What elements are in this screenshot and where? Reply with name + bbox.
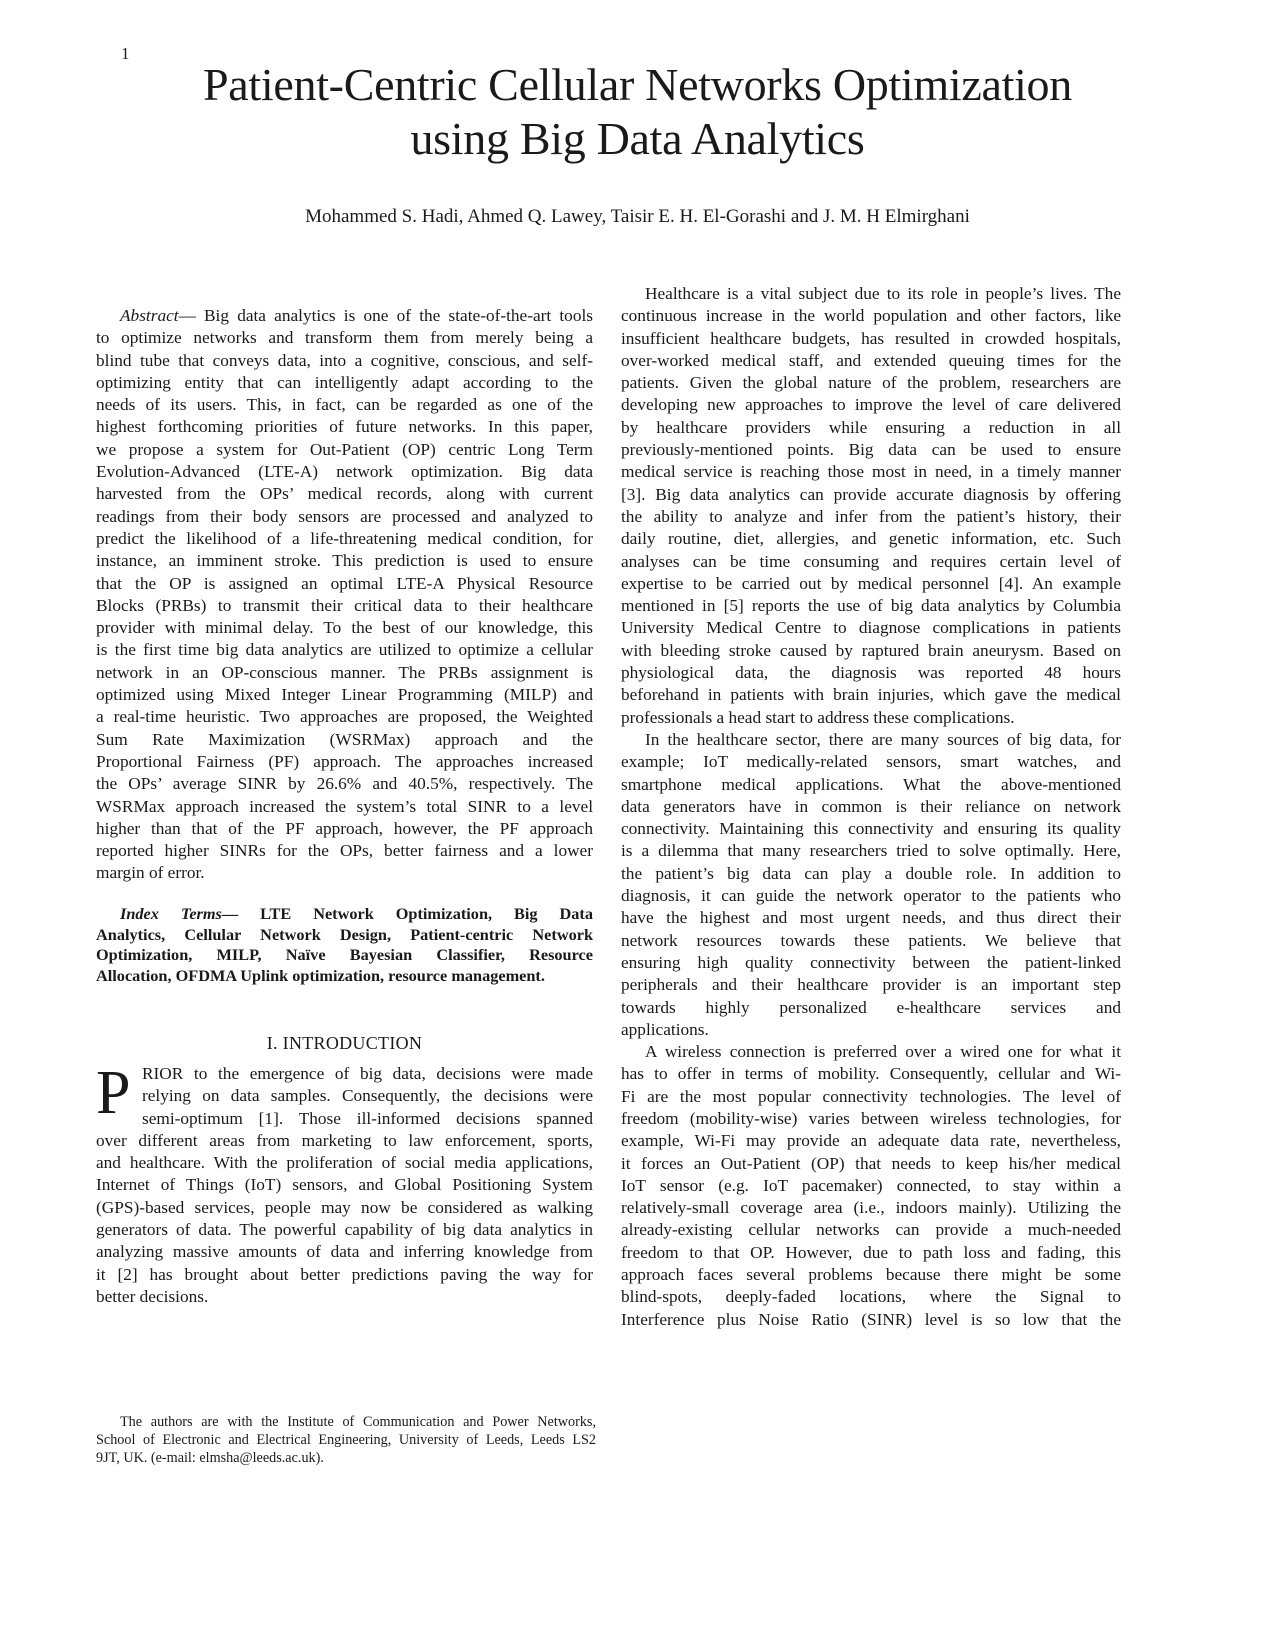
- paragraph-line: have the highest and most urgent needs, and thus direct their: [621, 908, 1121, 928]
- abstract-line: needs of its users. This, in fact, can be regarded as one of the: [96, 395, 593, 415]
- abstract-text: Big data analytics is one of the state-of-the-art tools: [195, 306, 593, 325]
- abstract-line: readings from their body sensors are processed and analyzed to: [96, 506, 593, 526]
- paragraph: [621, 1041, 1121, 1331]
- paragraph-line: is a dilemma that many researchers tried to solve optimally. Here,: [621, 841, 1121, 861]
- paragraph-line: beforehand in patients with brain injuries, which gave the medical: [621, 685, 1121, 705]
- abstract-line: WSRMax approach increased the system’s total SINR to a level: [96, 796, 593, 816]
- paragraph-line: patients. Given the global nature of the problem, researchers are: [621, 373, 1121, 393]
- paragraph-line: A wireless connection is preferred over a wired one for what it: [645, 1042, 1121, 1062]
- abstract-line: margin of error.: [96, 863, 205, 883]
- paragraph-line: Healthcare is a vital subject due to its role in people’s lives. The: [645, 284, 1121, 303]
- paragraph-line: by healthcare providers while ensuring a reduction in all: [621, 417, 1121, 437]
- abstract-line: Evolution-Advanced (LTE-A) network optimization. Big data: [96, 462, 593, 482]
- abstract-line: Blocks (PRBs) to transmit their critical data to their healthcare: [96, 595, 593, 615]
- paragraph-line: physiological data, the diagnosis was reported 48 hours: [621, 663, 1121, 683]
- paragraph-line: relatively-small coverage area (i.e., indoors mainly). Utilizing the: [621, 1198, 1121, 1218]
- paragraph-line: analyses can be time consuming and requires certain level of: [621, 551, 1121, 571]
- paragraph-line: data generators have in common is their reliance on network: [621, 796, 1121, 816]
- paragraph-line: network resources towards these patients. We believe that: [621, 930, 1121, 950]
- index-terms: [96, 904, 593, 986]
- abstract-line: is the first time big data analytics are utilized to optimize a cellular: [96, 640, 593, 660]
- body-text-right-column: [621, 283, 1121, 1331]
- paragraph-line: Fi are the most popular connectivity technologies. The level of: [621, 1086, 1121, 1106]
- paragraph-line: towards highly personalized e-healthcare services and: [621, 997, 1121, 1017]
- index-terms-line: [96, 904, 593, 925]
- introduction-line: semi-optimum [1]. Those ill-informed decisions spanned: [142, 1108, 593, 1128]
- paragraph-line: the patient’s big data can play a double role. In addition to: [621, 863, 1121, 883]
- paragraph-line: has to offer in terms of mobility. Consequently, cellular and Wi-: [621, 1064, 1121, 1084]
- paragraph-line: example; IoT medically-related sensors, smart watches, and: [621, 752, 1121, 772]
- paragraph-line: it forces an Out-Patient (OP) that needs to keep his/her medical: [621, 1153, 1121, 1173]
- section-heading-introduction: I. INTRODUCTION: [266, 1033, 423, 1053]
- abstract-line: harvested from the OPs’ medical records, along with current: [96, 484, 593, 504]
- paragraph: [621, 729, 1121, 1041]
- em-dash: —: [221, 904, 239, 923]
- abstract-line: to optimize networks and transform them from merely being a: [96, 328, 593, 348]
- abstract-label: Abstract: [120, 306, 179, 325]
- abstract-line: Proportional Fairness (PF) approach. The approaches increased: [96, 751, 593, 771]
- paragraph-line: the ability to analyze and infer from the patient’s history, their: [621, 506, 1121, 526]
- introduction-line: over different areas from marketing to law enforcement, sports,: [96, 1130, 593, 1150]
- abstract: [96, 305, 593, 885]
- paragraph-line: medical service is reaching those most in need, in a timely manner: [621, 462, 1121, 482]
- footnote-line: School of Electronic and Electrical Engineering, University of Leeds, Leeds LS2: [96, 1432, 596, 1449]
- abstract-line: instance, an imminent stroke. This prediction is used to ensure: [96, 551, 593, 571]
- index-terms-text: LTE Network Optimization, Big Data: [238, 904, 593, 923]
- paragraph-line: applications.: [621, 1019, 709, 1039]
- abstract-line: reported higher SINRs for the OPs, better fairness and a lower: [96, 841, 593, 861]
- paragraph-line: diagnosis, it can guide the network operator to the patients who: [621, 886, 1121, 906]
- abstract-line: Sum Rate Maximization (WSRMax) approach and the: [96, 729, 593, 749]
- paragraph-line: previously-mentioned points. Big data can be used to ensure: [621, 440, 1121, 460]
- index-terms-line: Optimization, MILP, Naïve Bayesian Classifier, Resource: [96, 945, 593, 964]
- paragraph-line: continuous increase in the world population and other factors, like: [621, 306, 1121, 326]
- paragraph-line: developing new approaches to improve the level of care delivered: [621, 395, 1121, 415]
- abstract-line: a real-time heuristic. Two approaches are proposed, the Weighted: [96, 707, 593, 727]
- paragraph-line: smartphone medical applications. What the above-mentioned: [621, 774, 1121, 794]
- paragraph-line: freedom to that OP. However, due to path loss and fading, this: [621, 1242, 1121, 1262]
- drop-cap: P: [96, 1059, 131, 1127]
- paragraph-line: daily routine, diet, allergies, and genetic information, etc. Such: [621, 529, 1121, 549]
- index-terms-label: Index Terms: [120, 904, 222, 923]
- page-number: 1: [121, 44, 130, 63]
- paper-title: [100, 58, 1175, 166]
- introduction-line: generators of data. The powerful capability of big data analytics in: [96, 1220, 593, 1240]
- paragraph: [621, 283, 1121, 729]
- title-line: Patient-Centric Cellular Networks Optimization: [203, 59, 1072, 110]
- paragraph-line: mentioned in [5] reports the use of big data analytics by Columbia: [621, 596, 1121, 616]
- abstract-line: optimized using Mixed Integer Linear Programming (MILP) and: [96, 685, 593, 705]
- em-dash: —: [178, 306, 196, 325]
- paragraph-line: University Medical Centre to diagnose complications in patients: [621, 618, 1121, 638]
- introduction-line: it [2] has brought about better predictions paving the way for: [96, 1264, 593, 1284]
- paragraph-line: expertise to be carried out by medical personnel [4]. An example: [621, 573, 1121, 593]
- paragraph-line: example, Wi-Fi may provide an adequate data rate, nevertheless,: [621, 1131, 1121, 1151]
- paragraph-line: peripherals and their healthcare provider is an important step: [621, 975, 1121, 995]
- introduction-line: (GPS)-based services, people may now be considered as walking: [96, 1197, 593, 1217]
- paragraph-line: [3]. Big data analytics can provide accurate diagnosis by offering: [621, 484, 1121, 504]
- abstract-line: that the OP is assigned an optimal LTE-A Physical Resource: [96, 573, 593, 593]
- paragraph-line: already-existing cellular networks can provide a much-needed: [621, 1220, 1121, 1240]
- introduction-line: RIOR to the emergence of big data, decisions were made: [142, 1064, 593, 1083]
- author-list: Mohammed S. Hadi, Ahmed Q. Lawey, Taisir E. H. El-Gorashi and J. M. H Elmirghani: [305, 206, 970, 227]
- abstract-line: optimizing entity that can intelligently adapt according to the: [96, 372, 593, 392]
- abstract-line: blind tube that conveys data, into a cognitive, conscious, and self-: [96, 350, 593, 370]
- introduction-line: and healthcare. With the proliferation of social media applications,: [96, 1153, 593, 1173]
- introduction-line: Internet of Things (IoT) sensors, and Global Positioning System: [96, 1175, 593, 1195]
- paragraph-line: Interference plus Noise Ratio (SINR) level is so low that the: [621, 1309, 1121, 1329]
- title-line: using Big Data Analytics: [410, 113, 865, 164]
- abstract-line: we propose a system for Out-Patient (OP) centric Long Term: [96, 439, 593, 459]
- introduction-paragraph: [96, 1059, 593, 1308]
- abstract-line: higher than that of the PF approach, however, the PF approach: [96, 818, 593, 838]
- introduction-line: relying on data samples. Consequently, the decisions were: [142, 1086, 593, 1106]
- paragraph-line: approach faces several problems because there might be some: [621, 1265, 1121, 1285]
- paragraph-line: In the healthcare sector, there are many sources of big data, for: [645, 729, 1121, 749]
- abstract-line: predict the likelihood of a life-threatening medical condition, for: [96, 528, 593, 548]
- author-affiliation-footnote: [96, 1413, 596, 1468]
- paragraph-line: with bleeding stroke caused by raptured brain aneurysm. Based on: [621, 640, 1121, 660]
- paragraph-line: freedom (mobility-wise) varies between wireless technologies, for: [621, 1108, 1121, 1128]
- introduction-line: better decisions.: [96, 1286, 209, 1306]
- introduction-line: analyzing massive amounts of data and inferring knowledge from: [96, 1242, 593, 1262]
- abstract-line: provider with minimal delay. To the best of our knowledge, this: [96, 618, 593, 638]
- abstract-line: network in an OP-conscious manner. The PRBs assignment is: [96, 662, 593, 682]
- paragraph-line: insufficient healthcare budgets, has resulted in crowded hospitals,: [621, 328, 1121, 348]
- abstract-line: the OPs’ average SINR by 26.6% and 40.5%, respectively. The: [96, 774, 593, 794]
- paragraph-line: connectivity. Maintaining this connectivity and ensuring its quality: [621, 819, 1121, 839]
- index-terms-line: Analytics, Cellular Network Design, Patient-centric Network: [96, 924, 593, 944]
- paragraph-line: professionals a head start to address these complications.: [621, 707, 1015, 727]
- index-terms-line: Allocation, OFDMA Uplink optimization, resource management.: [96, 965, 545, 985]
- abstract-line: highest forthcoming priorities of future networks. In this paper,: [96, 417, 593, 437]
- footnote-line: 9JT, UK. (e-mail: elmsha@leeds.ac.uk).: [96, 1450, 324, 1467]
- paragraph-line: over-worked medical staff, and extended queuing times for the: [621, 350, 1121, 370]
- paragraph-line: blind-spots, deeply-faded locations, where the Signal to: [621, 1287, 1121, 1307]
- footnote-line: The authors are with the Institute of Communication and Power Networks,: [120, 1414, 596, 1430]
- abstract-line: [96, 305, 593, 327]
- paragraph-line: ensuring high quality connectivity between the patient-linked: [621, 952, 1121, 972]
- paragraph-line: IoT sensor (e.g. IoT pacemaker) connected, to stay within a: [621, 1175, 1121, 1195]
